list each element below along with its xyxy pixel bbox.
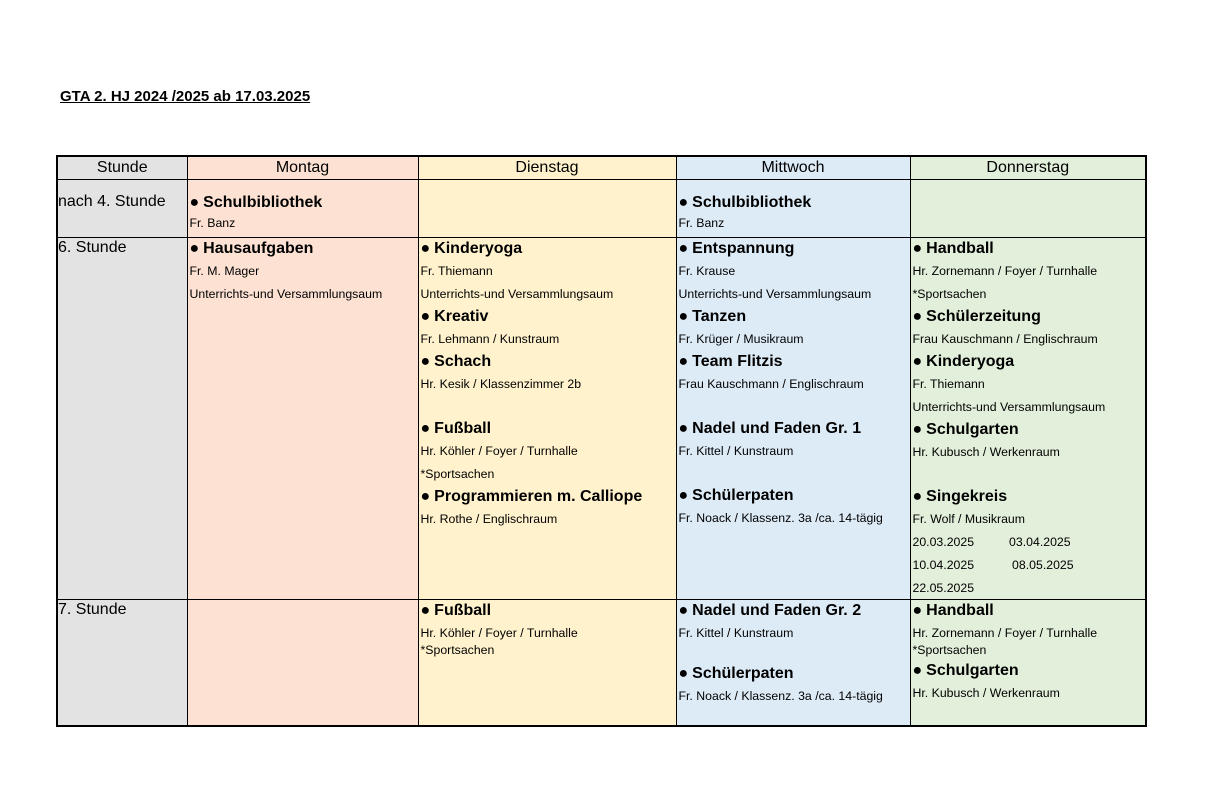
activity-name: ● Kinderyoga xyxy=(421,238,674,260)
activity-info: Fr. Krause xyxy=(678,264,736,278)
bullet-icon: ● xyxy=(912,488,923,505)
activity-info: Fr. Wolf / Musikraum xyxy=(912,512,1026,526)
date-list-row xyxy=(913,554,1144,577)
bullet-icon: ● xyxy=(420,602,431,619)
bullet-icon: ● xyxy=(678,420,689,437)
activity-name: ● Nadel und Faden Gr. 1 xyxy=(679,418,908,440)
activity-info: Hr. Zornemann / Foyer / Turnhalle xyxy=(912,626,1098,640)
activity-name: ● Fußball xyxy=(421,600,674,622)
bullet-icon: ● xyxy=(678,665,689,682)
activity-info: Hr. Kesik / Klassenzimmer 2b xyxy=(420,377,582,391)
bullet-icon: ● xyxy=(912,353,923,370)
dienstag-cell xyxy=(418,600,676,726)
activity-info: Hr. Köhler / Foyer / Turnhalle xyxy=(420,444,578,458)
dienstag-cell xyxy=(418,238,676,600)
bullet-icon: ● xyxy=(912,602,923,619)
bullet-icon: ● xyxy=(189,240,200,257)
activity-info: Unterrichts-und Versammlungsaum xyxy=(678,287,872,301)
activity-info: Unterrichts-und Versammlungsaum xyxy=(420,287,614,301)
dienstag-cell xyxy=(418,180,676,238)
activity-info: Fr. Noack / Klassenz. 3a /ca. 14-tägig xyxy=(678,511,883,525)
activity-name: ● Schulgarten xyxy=(913,660,1144,682)
activity-info: Unterrichts-und Versammlungsaum xyxy=(189,287,383,301)
bullet-icon: ● xyxy=(420,488,431,505)
montag-cell xyxy=(187,600,418,726)
row-label: nach 4. Stunde xyxy=(57,180,187,238)
row-label: 6. Stunde xyxy=(57,238,187,600)
activity-info: Fr. Lehmann / Kunstraum xyxy=(420,332,560,346)
date-item: 22.05.2025 xyxy=(912,581,975,595)
header-mittwoch: Mittwoch xyxy=(676,156,910,180)
bullet-icon: ● xyxy=(189,194,200,211)
activity-info: Fr. Banz xyxy=(678,216,725,230)
activity-name: ● Fußball xyxy=(421,418,674,440)
bullet-icon: ● xyxy=(678,308,689,325)
bullet-icon: ● xyxy=(678,240,689,257)
activity-info: Unterrichts-und Versammlungsaum xyxy=(912,400,1106,414)
donnerstag-cell xyxy=(910,600,1146,726)
montag-cell xyxy=(187,180,418,238)
activity-info: *Sportsachen xyxy=(420,643,495,657)
row-label: 7. Stunde xyxy=(57,600,187,726)
activity-info: Hr. Zornemann / Foyer / Turnhalle xyxy=(912,264,1098,278)
donnerstag-cell xyxy=(910,238,1146,600)
activity-name: ● Schulgarten xyxy=(913,419,1144,441)
bullet-icon: ● xyxy=(678,487,689,504)
activity-name: ● Tanzen xyxy=(679,306,908,328)
table-row xyxy=(57,600,1146,726)
activity-name: ● Schülerzeitung xyxy=(913,306,1144,328)
activity-name: ● Nadel und Faden Gr. 2 xyxy=(679,600,908,622)
activity-name: ● Singekreis xyxy=(913,486,1144,508)
activity-info: Fr. Thiemann xyxy=(912,377,985,391)
activity-name: ● Entspannung xyxy=(679,238,908,260)
table-row xyxy=(57,180,1146,238)
date-item: 08.05.2025 xyxy=(1012,558,1074,572)
bullet-icon: ● xyxy=(678,602,689,619)
bullet-icon: ● xyxy=(420,240,431,257)
activity-name: ● Schülerpaten xyxy=(679,485,908,507)
activity-info: *Sportsachen xyxy=(912,643,987,657)
bullet-icon: ● xyxy=(420,308,431,325)
activity-info: Fr. Banz xyxy=(189,216,236,230)
header-dienstag: Dienstag xyxy=(418,156,676,180)
activity-name: ● Team Flitzis xyxy=(679,351,908,373)
schedule-table xyxy=(56,155,1147,727)
activity-info: Fr. Kittel / Kunstraum xyxy=(678,626,794,640)
activity-info: Hr. Rothe / Englischraum xyxy=(420,512,558,526)
table-row xyxy=(57,238,1146,600)
header-donnerstag: Donnerstag xyxy=(910,156,1146,180)
bullet-icon: ● xyxy=(678,194,689,211)
activity-info: *Sportsachen xyxy=(420,467,495,481)
activity-info: *Sportsachen xyxy=(912,287,987,301)
activity-info: Hr. Kubusch / Werkenraum xyxy=(912,686,1060,700)
bullet-icon: ● xyxy=(678,353,689,370)
activity-name: ● Hausaufgaben xyxy=(190,238,416,260)
bullet-icon: ● xyxy=(912,308,923,325)
date-list-row xyxy=(913,531,1144,554)
activity-name: ● Kinderyoga xyxy=(913,351,1144,373)
activity-info: Hr. Kubusch / Werkenraum xyxy=(912,445,1060,459)
activity-info: Fr. M. Mager xyxy=(189,264,260,278)
bullet-icon: ● xyxy=(420,353,431,370)
activity-name: ● Programmieren m. Calliope xyxy=(421,486,674,508)
activity-name: ● Schulbibliothek xyxy=(679,192,908,214)
activity-info: Fr. Kittel / Kunstraum xyxy=(678,444,794,458)
activity-info: Fr. Noack / Klassenz. 3a /ca. 14-tägig xyxy=(678,689,883,703)
activity-info: Frau Kauschmann / Englischraum xyxy=(912,332,1098,346)
header-montag: Montag xyxy=(187,156,418,180)
bullet-icon: ● xyxy=(912,421,923,438)
activity-info: Frau Kauschmann / Englischraum xyxy=(678,377,864,391)
date-item: 03.04.2025 xyxy=(1009,535,1071,549)
activity-name: ● Schulbibliothek xyxy=(190,192,416,214)
activity-name: ● Handball xyxy=(913,600,1144,622)
montag-cell xyxy=(187,238,418,600)
header-row xyxy=(57,156,1146,180)
date-item: 10.04.2025 xyxy=(912,558,975,572)
donnerstag-cell xyxy=(910,180,1146,238)
bullet-icon: ● xyxy=(420,420,431,437)
activity-name: ● Schülerpaten xyxy=(679,663,908,685)
page-title: GTA 2. HJ 2024 /2025 ab 17.03.2025 xyxy=(60,88,311,105)
activity-info: Fr. Thiemann xyxy=(420,264,493,278)
mittwoch-cell xyxy=(676,180,910,238)
date-list-row xyxy=(913,577,1144,599)
date-item: 20.03.2025 xyxy=(912,535,975,549)
activity-info: Fr. Krüger / Musikraum xyxy=(678,332,804,346)
header-stunde: Stunde xyxy=(57,156,187,180)
mittwoch-cell xyxy=(676,238,910,600)
activity-name: ● Handball xyxy=(913,238,1144,260)
activity-name: ● Schach xyxy=(421,351,674,373)
bullet-icon: ● xyxy=(912,662,923,679)
bullet-icon: ● xyxy=(912,240,923,257)
activity-name: ● Kreativ xyxy=(421,306,674,328)
mittwoch-cell xyxy=(676,600,910,726)
activity-info: Hr. Köhler / Foyer / Turnhalle xyxy=(420,626,578,640)
